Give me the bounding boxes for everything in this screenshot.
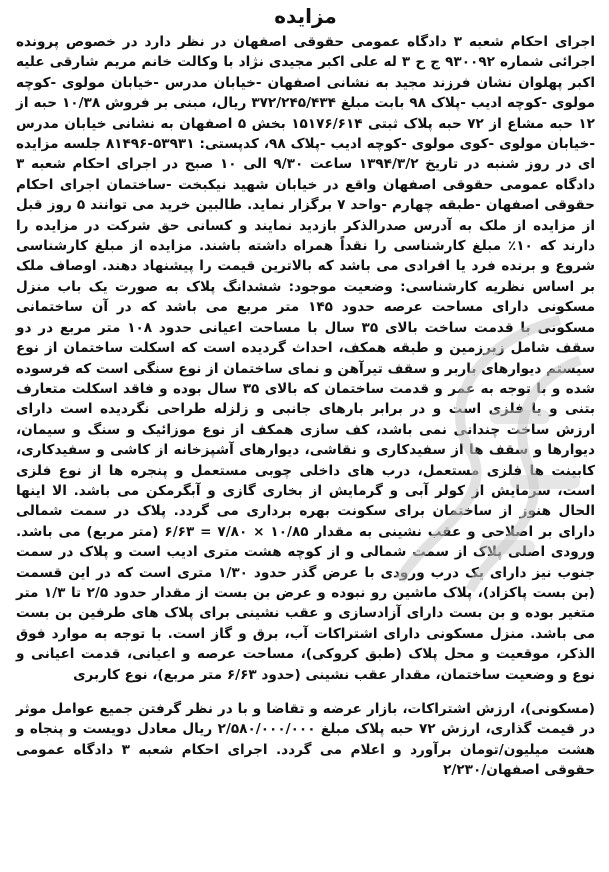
notice-paragraph: اجرای احکام شعبه ۳ دادگاه عمومی حقوقی اصفهان در نظر دارد در خصوص پرونده اجرائی شماره ۹۳۰۰۹۲ ج ح ۳ له علی اکبر مجیدی نژاد با وکالت خانم مریم شارقی علیه اکبر پهلوان نشان فرزند مجید به نشانی اصفهان -خیابان مدرس -خیابان مولوی -کوچه مولوی -کوچه ادیب -پلاک ۹۸ بابت مبلغ ۳۷۲/۲۴۵/۴۳۴ ریال، مبنی بر فروش ۱۰/۳۸ حبه از ۱۲ حبه مشاع از ۷۲ حبه پلاک ثبتی ۱۵۱۷۶/۶۱۴ بخش ۵ اصفهان به نشانی خیابان مدرس -خیابان مولوی -کوی مولوی -کوچه ادیب -پلاک ۹۸، کدپستی: ۵۳۹۳۱-۸۱۴۹۶ جلسه مزایده ای در روز شنبه در تاریخ ۱۳۹۴/۳/۲ ساعت ۹/۳۰ الی ۱۰ صبح در اجرای احکام شعبه ۳ دادگاه عمومی حقوقی اصفهان واقع در خیابان شهید نیکبخت -ساختمان اجرای احکام حقوقی اصفهان -طبقه چهارم -واحد ۷ برگزار نماید. طالبین خرید می توانند ۵ روز قبل از مزایده از ملک به آدرس صدرالذکر بازدید نمایند و کسانی حق شرکت در مزایده را دارند که ۱۰٪ مبلغ کارشناسی را نقداً همراه داشته باشند. مزایده از مبلغ کارشناسی شروع و برنده فرد یا افرادی می باشد که بالاترین قیمت را پیشنهاد دهند. اوصاف ملک بر اساس نظریه کارشناسی: وضعیت موجود: ششدانگ پلاک به صورت یک باب منزل مسکونی دارای مساحت عرصه حدود ۱۴۵ متر مربع می باشد که در آن ساختمانی مسکونی با قدمت ساخت بالای ۳۵ سال با مساحت اعیانی حدود ۱۰۸ متر مربع در دو سقف شامل زیرزمین و طبقه همکف، احداث گردیده است که اسکلت ساختمان از نوع سیستم دیوارهای باربر و سقف تیرآهن و نمای ساختمان از نوع سنگی است که فرسوده شده و با توجه به عمر و قدمت ساختمان که بالای ۳۵ سال بوده و فاقد اسکلت متعارف بتنی و یا فلزی است و در برابر بارهای جانبی و زلزله طراحی نگردیده است دارای ارزش ساخت چندانی نمی باشد، کف سازی همکف از نوع موزائیک و سنگ و سیمان، دیوارها و سقف ها از سفیدکاری و نقاشی، دیوارهای آشپزخانه از کاشی و سفیدکاری، کابینت ها فلزی مستعمل، درب های داخلی چوبی مستعمل و پنجره ها از نوع فلزی است، سرمایش از کولر آبی و گرمایش از بخاری گازی و آبگرمکن می باشد. الا اینها الحال هنوز از ساختمان برای سکونت بهره برداری می گردد. پلاک در سمت شمالی دارای بر اصلاحی و عقب نشینی به مقدار ۱۰/۸۵ × ۷/۸۰ = ۶/۶۳ (متر مربع) می باشد. ورودی اصلی پلاک از سمت شمالی و از کوچه هشت متری ادیب است و پلاک در سمت جنوب نیز دارای یک درب ورودی با عرض گذر حدود ۱/۳۰ متری است که در این قسمت (بن بست پاکزاد)، پلاک ماشین رو نبوده و عرض بن بست از مقدار حدود ۲/۵ تا ۱/۳ متر متغیر بوده و بن بست دارای آزادسازی و عقب نشینی برای پلاک های طرفین بن بست می باشد. منزل مسکونی دارای اشتراکات آب، برق و گاز است. با توجه به موارد فوق الذکر، موقعیت و محل پلاک (طبق کروکی)، مساحت عرصه و اعیانی، قدمت اعیانی و نوع و وضعیت ساختمان، مقدار عقب نشینی (حدود ۶/۶۳ متر مربع)، نوع کاربری	[16, 34, 596, 683]
notice-body	[16, 32, 595, 781]
paragraph-gap	[16, 685, 595, 699]
notice-title: مزایده	[274, 4, 337, 28]
notice-paragraph: (مسکونی)، ارزش اشتراکات، بازار عرضه و تقاضا و با در نظر گرفتن جمیع عوامل موثر در قیمت گذاری، ارزش ۷۲ حبه پلاک مبلغ ۲/۵۸۰/۰۰۰/۰۰۰ ریال معادل دویست و پنجاه و هشت میلیون/تومان برآورد و اعلام می گردد. اجرای احکام شعبه ۳ دادگاه عمومی حقوقی اصفهان/۲/۲۳۰	[16, 701, 595, 779]
